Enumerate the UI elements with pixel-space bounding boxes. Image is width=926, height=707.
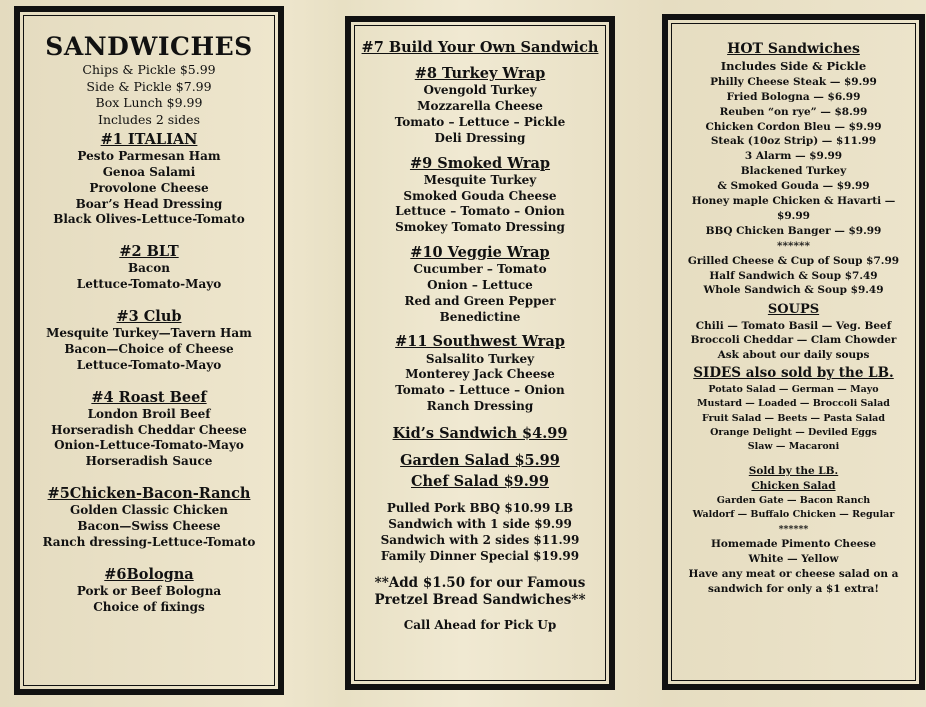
menu-line: Salsalito Turkey xyxy=(425,351,535,366)
menu-line: Bacon xyxy=(128,261,170,276)
chicken-salad-heading: Chicken Salad xyxy=(751,480,836,493)
garden-salad: Garden Salad $5.99 xyxy=(400,452,560,469)
soup-line: Broccoli Cheddar — Clam Chowder xyxy=(690,334,897,347)
sold-by-lb-heading: Sold by the LB. xyxy=(748,465,839,478)
menu-line: Mozzarella Cheese xyxy=(417,99,543,114)
wraps-panel xyxy=(345,16,615,690)
menu-line: Tomato – Lettuce – Pickle xyxy=(394,114,566,129)
menu-line: London Broil Beef xyxy=(87,406,211,421)
chicken-salad-line: Garden Gate — Bacon Ranch xyxy=(716,495,871,507)
pimento-line: White — Yellow xyxy=(748,552,839,565)
menu-line: Ranch Dressing xyxy=(426,399,534,414)
soup-combo: Half Sandwich & Soup $7.49 xyxy=(709,269,878,282)
bbq-line: Sandwich with 1 side $9.99 xyxy=(388,517,572,532)
kids-sandwich: Kid’s Sandwich $4.99 xyxy=(392,424,568,442)
section-heading: #8 Turkey Wrap xyxy=(414,65,546,83)
divider-stars: ****** xyxy=(778,523,809,535)
sandwiches-panel xyxy=(14,6,284,695)
extra-line: Have any meat or cheese salad on a xyxy=(688,567,899,580)
price-line: Includes 2 sides xyxy=(98,111,200,127)
hot-item: Reuben “on rye” — $8.99 xyxy=(719,105,868,118)
menu-line: Mesquite Turkey xyxy=(423,172,537,187)
sides-heading: SIDES also sold by the LB. xyxy=(693,365,894,382)
section-heading: #3 Club xyxy=(116,308,182,326)
section-heading: #2 BLT xyxy=(119,243,179,261)
menu-line: Deli Dressing xyxy=(434,130,526,145)
price-line: Side & Pickle $7.99 xyxy=(86,78,212,94)
extra-line: sandwich for only a $1 extra! xyxy=(708,582,879,595)
hot-item: Fried Bologna — $6.99 xyxy=(726,90,861,103)
menu-line: Lettuce-Tomato-Mayo xyxy=(76,357,222,372)
section-heading: #6Bologna xyxy=(104,565,194,583)
menu-line: Black Olives-Lettuce-Tomato xyxy=(53,212,245,227)
divider-stars: ****** xyxy=(777,239,810,252)
menu-line: Benedictine xyxy=(439,309,521,324)
menu-line: Genoa Salami xyxy=(102,164,196,179)
price-line: Box Lunch $9.99 xyxy=(95,95,203,110)
menu-line: Horseradish Sauce xyxy=(85,454,213,469)
hot-item: Chicken Cordon Bleu — $9.99 xyxy=(705,120,882,133)
menu-line: Onion-Lettuce-Tomato-Mayo xyxy=(54,438,244,453)
menu-line: Mesquite Turkey—Tavern Ham xyxy=(46,326,252,341)
side-line: Potato Salad — German — Mayo xyxy=(708,384,879,396)
bbq-line: Pulled Pork BBQ $10.99 LB xyxy=(386,501,574,516)
menu-line: Golden Classic Chicken xyxy=(70,503,228,518)
section-heading: #5Chicken-Bacon-Ranch xyxy=(47,485,251,503)
soup-line: Chili — Tomato Basil — Veg. Beef xyxy=(695,319,892,332)
soups-heading: SOUPS xyxy=(767,302,820,318)
menu-line: Bacon—Choice of Cheese xyxy=(64,342,234,356)
menu-line: Tomato – Lettuce – Onion xyxy=(395,383,565,398)
side-line: Mustard — Loaded — Broccoli Salad xyxy=(697,398,890,410)
soup-combo: Whole Sandwich & Soup $9.49 xyxy=(703,284,884,297)
menu-line: Lettuce-Tomato-Mayo xyxy=(76,277,222,292)
menu-line: Bacon—Swiss Cheese xyxy=(77,519,221,534)
chef-salad: Chef Salad $9.99 xyxy=(411,473,549,491)
wraps-panel-inner xyxy=(354,25,606,681)
bbq-line: Family Dinner Special $19.99 xyxy=(380,548,580,563)
side-line: Orange Delight — Deviled Eggs xyxy=(710,426,877,438)
build-your-own-heading: #7 Build Your Own Sandwich xyxy=(361,39,599,56)
menu-line: Pork or Beef Bologna xyxy=(76,583,222,598)
pimento-line: Homemade Pimento Cheese xyxy=(710,537,877,550)
sandwiches-title: SANDWICHES xyxy=(45,32,253,61)
menu-line: Monterey Jack Cheese xyxy=(405,367,555,382)
section-heading: #11 Southwest Wrap xyxy=(395,333,565,351)
hot-sandwiches-panel-inner xyxy=(671,23,916,681)
section-heading: #1 ITALIAN xyxy=(100,131,198,148)
hot-item: & Smoked Gouda — $9.99 xyxy=(717,180,870,193)
hot-item: Steak (10oz Strip) — $11.99 xyxy=(710,135,877,148)
soup-combo: Grilled Cheese & Cup of Soup $7.99 xyxy=(687,254,900,267)
hot-item: Philly Cheese Steak — $9.99 xyxy=(710,75,877,88)
menu-line: Boar’s Head Dressing xyxy=(75,196,223,211)
hot-item: Honey maple Chicken & Havarti — xyxy=(691,195,896,208)
section-heading: #9 Smoked Wrap xyxy=(409,154,551,172)
side-line: Slaw — Macaroni xyxy=(747,441,840,453)
pretzel-line: **Add $1.50 for our Famous xyxy=(374,574,586,591)
menu-line: Ovengold Turkey xyxy=(423,83,537,98)
menu-line: Smoked Gouda Cheese xyxy=(403,188,557,203)
hot-sandwiches-heading: HOT Sandwiches xyxy=(727,41,860,57)
hot-item: BBQ Chicken Banger — $9.99 xyxy=(705,224,882,237)
menu-line: Cucumber – Tomato xyxy=(413,262,547,277)
menu-line: Lettuce – Tomato – Onion xyxy=(395,204,565,219)
hot-sandwiches-panel xyxy=(662,14,925,690)
hot-item: 3 Alarm — $9.99 xyxy=(744,150,843,163)
call-ahead: Call Ahead for Pick Up xyxy=(403,618,557,633)
menu-line: Provolone Cheese xyxy=(89,180,209,195)
hot-subheading: Includes Side & Pickle xyxy=(720,59,867,74)
menu-line: Horseradish Cheddar Cheese xyxy=(51,422,247,437)
chicken-salad-line: Waldorf — Buffalo Chicken — Regular xyxy=(692,509,895,521)
soup-line: Ask about our daily soups xyxy=(717,349,870,362)
bbq-line: Sandwich with 2 sides $11.99 xyxy=(380,532,580,547)
side-line: Fruit Salad — Beets — Pasta Salad xyxy=(702,412,885,424)
menu-line: Pesto Parmesan Ham xyxy=(77,149,221,164)
menu-line: Ranch dressing-Lettuce-Tomato xyxy=(42,534,256,549)
menu-line: Choice of fixings xyxy=(93,599,205,614)
section-heading: #10 Veggie Wrap xyxy=(410,244,550,261)
menu-line: Smokey Tomato Dressing xyxy=(395,220,565,235)
menu-line: Onion – Lettuce xyxy=(427,277,533,292)
section-heading: #4 Roast Beef xyxy=(91,388,207,406)
hot-item: Blackened Turkey xyxy=(740,165,847,178)
menu-line: Red and Green Pepper xyxy=(404,293,556,308)
hot-item: $9.99 xyxy=(777,209,810,222)
pretzel-line: Pretzel Bread Sandwiches** xyxy=(374,592,586,609)
sandwiches-panel-inner xyxy=(23,15,275,686)
price-line: Chips & Pickle $5.99 xyxy=(82,62,216,77)
